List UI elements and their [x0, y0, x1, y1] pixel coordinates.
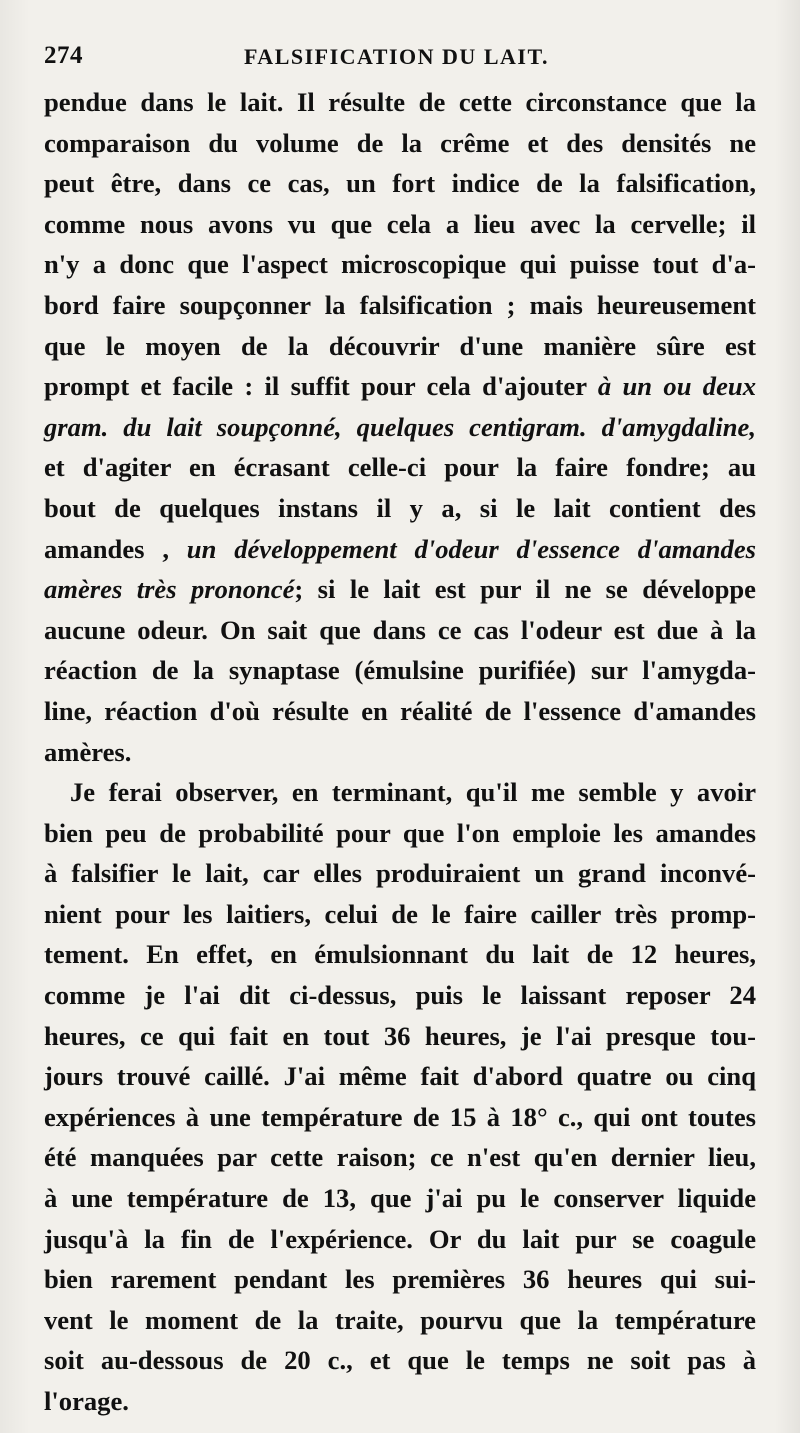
text-line: comme je l'ai dit ci-dessus, puis le laissant reposer 24: [44, 980, 756, 1011]
text-line: peut être, dans ce cas, un fort indice de la falsification,: [44, 168, 756, 199]
italic-segment: amères très prononcé: [44, 574, 295, 605]
text-line: [44, 407, 756, 448]
text-segment: prompt et facile : il suffit pour cela d'ajouter: [44, 371, 598, 402]
text-line: comme nous avons vu que cela a lieu avec la cervelle; il: [44, 208, 756, 239]
text-line: nient pour les laitiers, celui de le faire cailler très promp-: [44, 898, 756, 929]
text-line: expériences à une température de 15 à 18° c., qui ont toutes: [44, 1101, 756, 1132]
text-line: que le moyen de la découvrir d'une manière sûre est: [44, 330, 756, 361]
page-header: [44, 42, 760, 76]
text-line: amères.: [44, 736, 132, 767]
text-line: heures, ce qui fait en tout 36 heures, je l'ai presque tou-: [44, 1020, 756, 1051]
text-line: bien peu de probabilité pour que l'on emploie les amandes: [44, 817, 756, 848]
italic-segment: gram. du lait soupçonné, quelques centigram. d'amygdaline,: [44, 411, 756, 442]
text-line: à falsifier le lait, car elles produiraient un grand inconvé-: [44, 858, 756, 889]
text-line: pendue dans le lait. Il résulte de cette circonstance que la: [44, 87, 756, 117]
body-text: [44, 82, 756, 1422]
text-segment: amandes ,: [44, 533, 187, 564]
text-segment: ; si le lait est pur il ne se développe: [294, 574, 756, 605]
text-line: jours trouvé caillé. J'ai même fait d'abord quatre ou cinq: [44, 1061, 756, 1092]
text-line: l'orage.: [44, 1386, 129, 1416]
text-line: comparaison du volume de la crême et des densités ne: [44, 127, 756, 158]
text-line: tement. En effet, en émulsionnant du lait de 12 heures,: [44, 939, 756, 970]
text-line: [44, 569, 756, 610]
text-line: line, réaction d'où résulte en réalité de l'essence d'amandes: [44, 695, 756, 726]
text-line: et d'agiter en écrasant celle-ci pour la faire fondre; au: [44, 452, 756, 483]
paragraph-start-line: Je ferai observer, en terminant, qu'il me semble y avoir: [70, 777, 756, 808]
text-line: vent le moment de la traite, pourvu que la température: [44, 1304, 756, 1335]
text-line: soit au-dessous de 20 c., et que le temps ne soit pas à: [44, 1345, 756, 1376]
text-line: bord faire soupçonner la falsification ; mais heureusement: [44, 289, 756, 320]
text-line: aucune odeur. On sait que dans ce cas l'odeur est due à la: [44, 614, 756, 645]
page-number: 274: [44, 42, 83, 69]
text-line: jusqu'à la fin de l'expérience. Or du lait pur se coagule: [44, 1223, 756, 1254]
text-line: à une température de 13, que j'ai pu le conserver liquide: [44, 1183, 756, 1214]
text-line: bout de quelques instans il y a, si le lait contient des: [44, 492, 756, 523]
italic-segment: un développement d'odeur d'essence d'amandes: [186, 533, 756, 564]
italic-segment: à un ou deux: [597, 371, 756, 402]
text-line: [44, 366, 756, 407]
text-line: été manquées par cette raison; ce n'est qu'en dernier lieu,: [44, 1142, 756, 1173]
running-head: FALSIFICATION DU LAIT.: [244, 44, 549, 69]
text-line: [44, 529, 756, 570]
text-line: bien rarement pendant les premières 36 heures qui sui-: [44, 1264, 756, 1295]
text-line: n'y a donc que l'aspect microscopique qui puisse tout d'a-: [44, 249, 756, 280]
text-line: réaction de la synaptase (émulsine purifiée) sur l'amygda-: [44, 655, 756, 686]
